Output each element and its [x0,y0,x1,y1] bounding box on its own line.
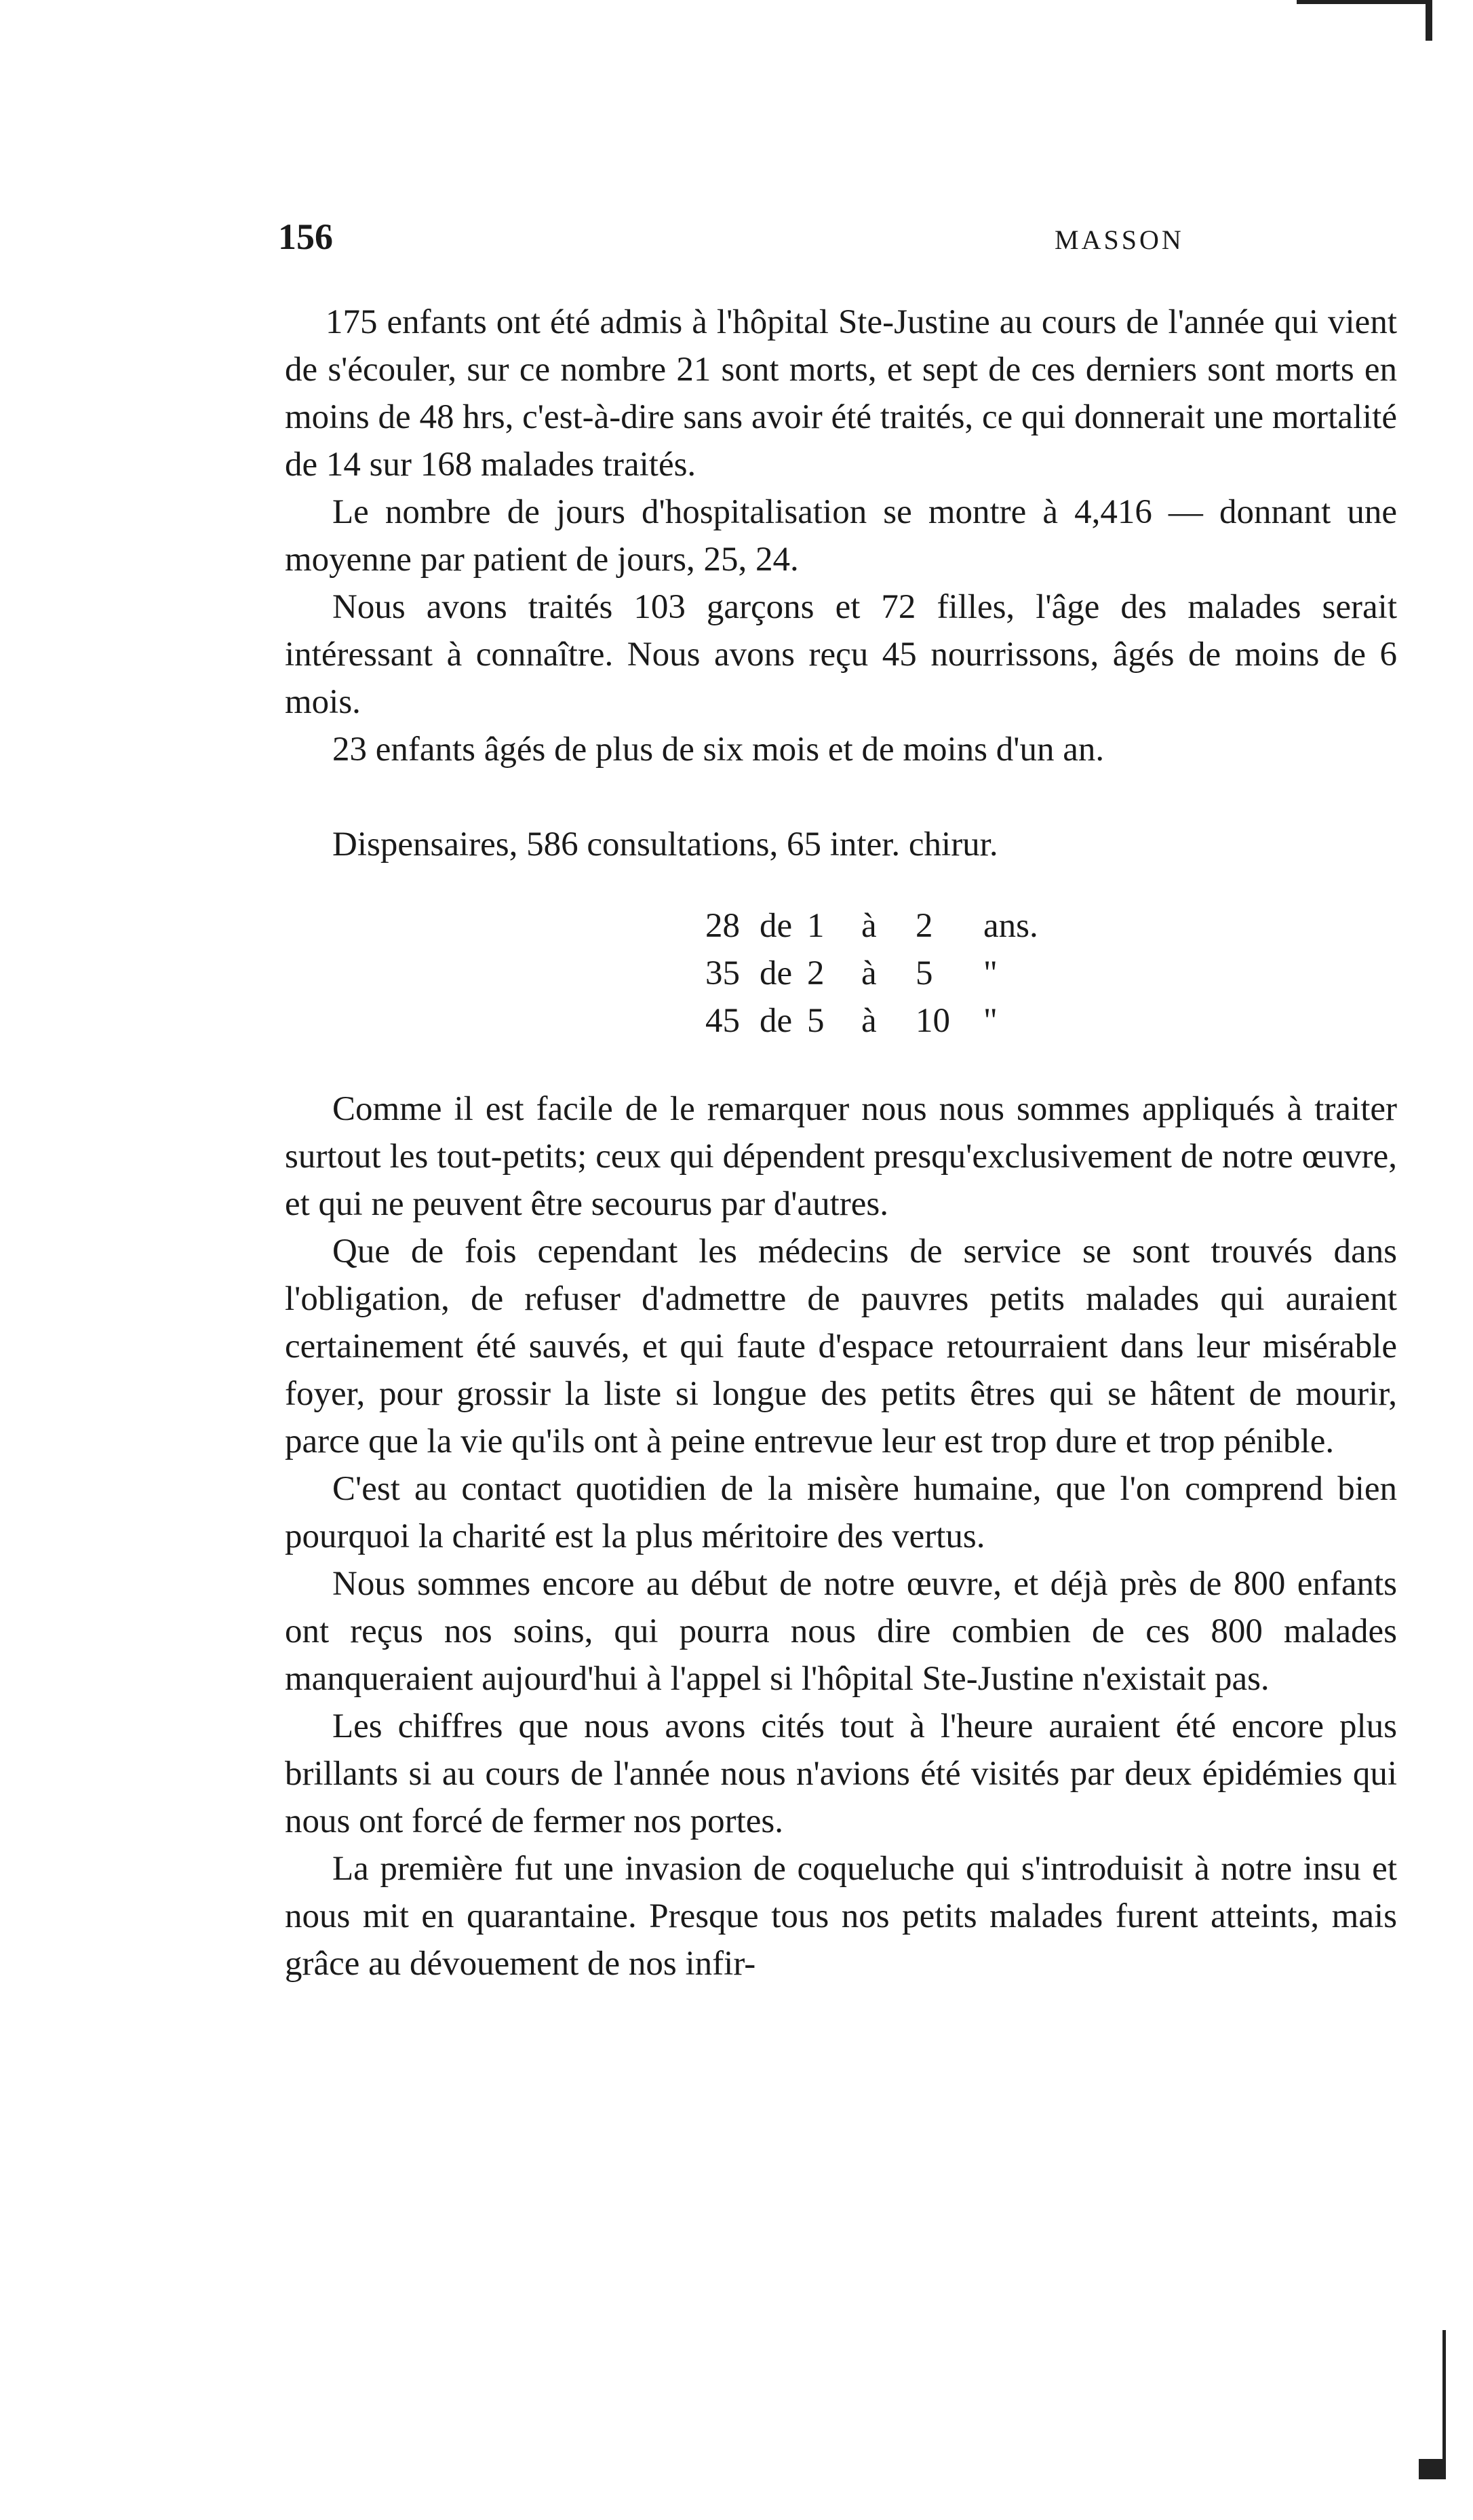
age-to: 10 [916,1002,950,1040]
age-a: à [861,1002,877,1040]
body-text [285,298,1397,1988]
age-count: 28 [705,907,740,945]
age-count: 35 [705,954,740,992]
age-a: à [861,954,877,992]
age-from: 1 [807,907,825,945]
age-de: de [760,1002,793,1040]
running-head: MASSON [1055,225,1184,255]
age-from: 5 [807,1002,825,1040]
scan-corner-mark [1297,0,1432,14]
page-header [278,216,1397,263]
paragraph: Que de fois cependant les médecins de service se sont trouvés dans l'obligation, de refuser d'admettre de pauvres petits malades qui auraient certainement été sauvés, et qui faute d'espace retourraient dans leur misérable foyer, pour grossir la liste si longue des petits êtres qui se hâtent de mourir, parce que la vie qu'ils ont à peine entrevue leur est trop dure et trop pénible. [285,1233,1397,1460]
scan-edge-mark [1422,2330,1446,2479]
age-table [705,902,1044,1045]
age-table-row [705,902,1044,950]
paragraph: Nous avons traités 103 garçons et 72 filles, l'âge des malades serait intéressant à connaître. Nous avons reçu 45 nourrissons, âgés de moins de 6 mois. [285,588,1397,721]
age-a: à [861,907,877,945]
age-count: 45 [705,1002,740,1040]
age-de: de [760,907,793,945]
age-to: 5 [916,954,933,992]
paragraph: 23 enfants âgés de plus de six mois et de moins d'un an. [332,731,1105,769]
age-unit: " [983,1002,998,1040]
paragraph: Comme il est facile de le remarquer nous nous sommes appliqués à traiter surtout les tout-petits; ceux qui dépendent presqu'exclusivement de notre œuvre, et qui ne peuvent être secourus par d'autres. [285,1090,1397,1223]
age-de: de [760,954,793,992]
paragraph: La première fut une invasion de coqueluche qui s'introduisit à notre insu et nous mit en quarantaine. Presque tous nos petits malades furent atteints, mais grâce au dévouement de nos infir- [285,1850,1397,1983]
page-number: 156 [278,216,333,257]
dispensary-line: Dispensaires, 586 consultations, 65 inter. chirur. [332,826,998,864]
age-unit: " [983,954,998,992]
paragraph: C'est au contact quotidien de la misère humaine, que l'on comprend bien pourquoi la charité est la plus méritoire des vertus. [285,1470,1397,1555]
paragraph: Nous sommes encore au début de notre œuvre, et déjà près de 800 enfants ont reçus nos soins, qui pourra nous dire combien de ces 800 malades manqueraient aujourd'hui à l'appel si l'hôpital Ste-Justine n'existait pas. [285,1565,1397,1698]
age-from: 2 [807,954,825,992]
age-to: 2 [916,907,933,945]
age-unit: ans. [983,907,1038,945]
paragraph: Les chiffres que nous avons cités tout à l'heure auraient été encore plus brillants si au cours de l'année nous n'avions été visités par deux épidémies qui nous ont forcé de fermer nos portes. [285,1707,1397,1840]
paragraph: Le nombre de jours d'hospitalisation se montre à 4,416 — donnant une moyenne par patient de jours, 25, 24. [285,493,1397,579]
age-table-row [705,997,1044,1045]
paragraph: 175 enfants ont été admis à l'hôpital Ste-Justine au cours de l'année qui vient de s'écouler, sur ce nombre 21 sont morts, et sept de ces derniers sont morts en moins de 48 hrs, c'est-à-dire sans avoir été traités, ce qui donnerait une mortalité de 14 sur 168 malades traités. [285,303,1397,484]
age-table-row [705,950,1044,997]
